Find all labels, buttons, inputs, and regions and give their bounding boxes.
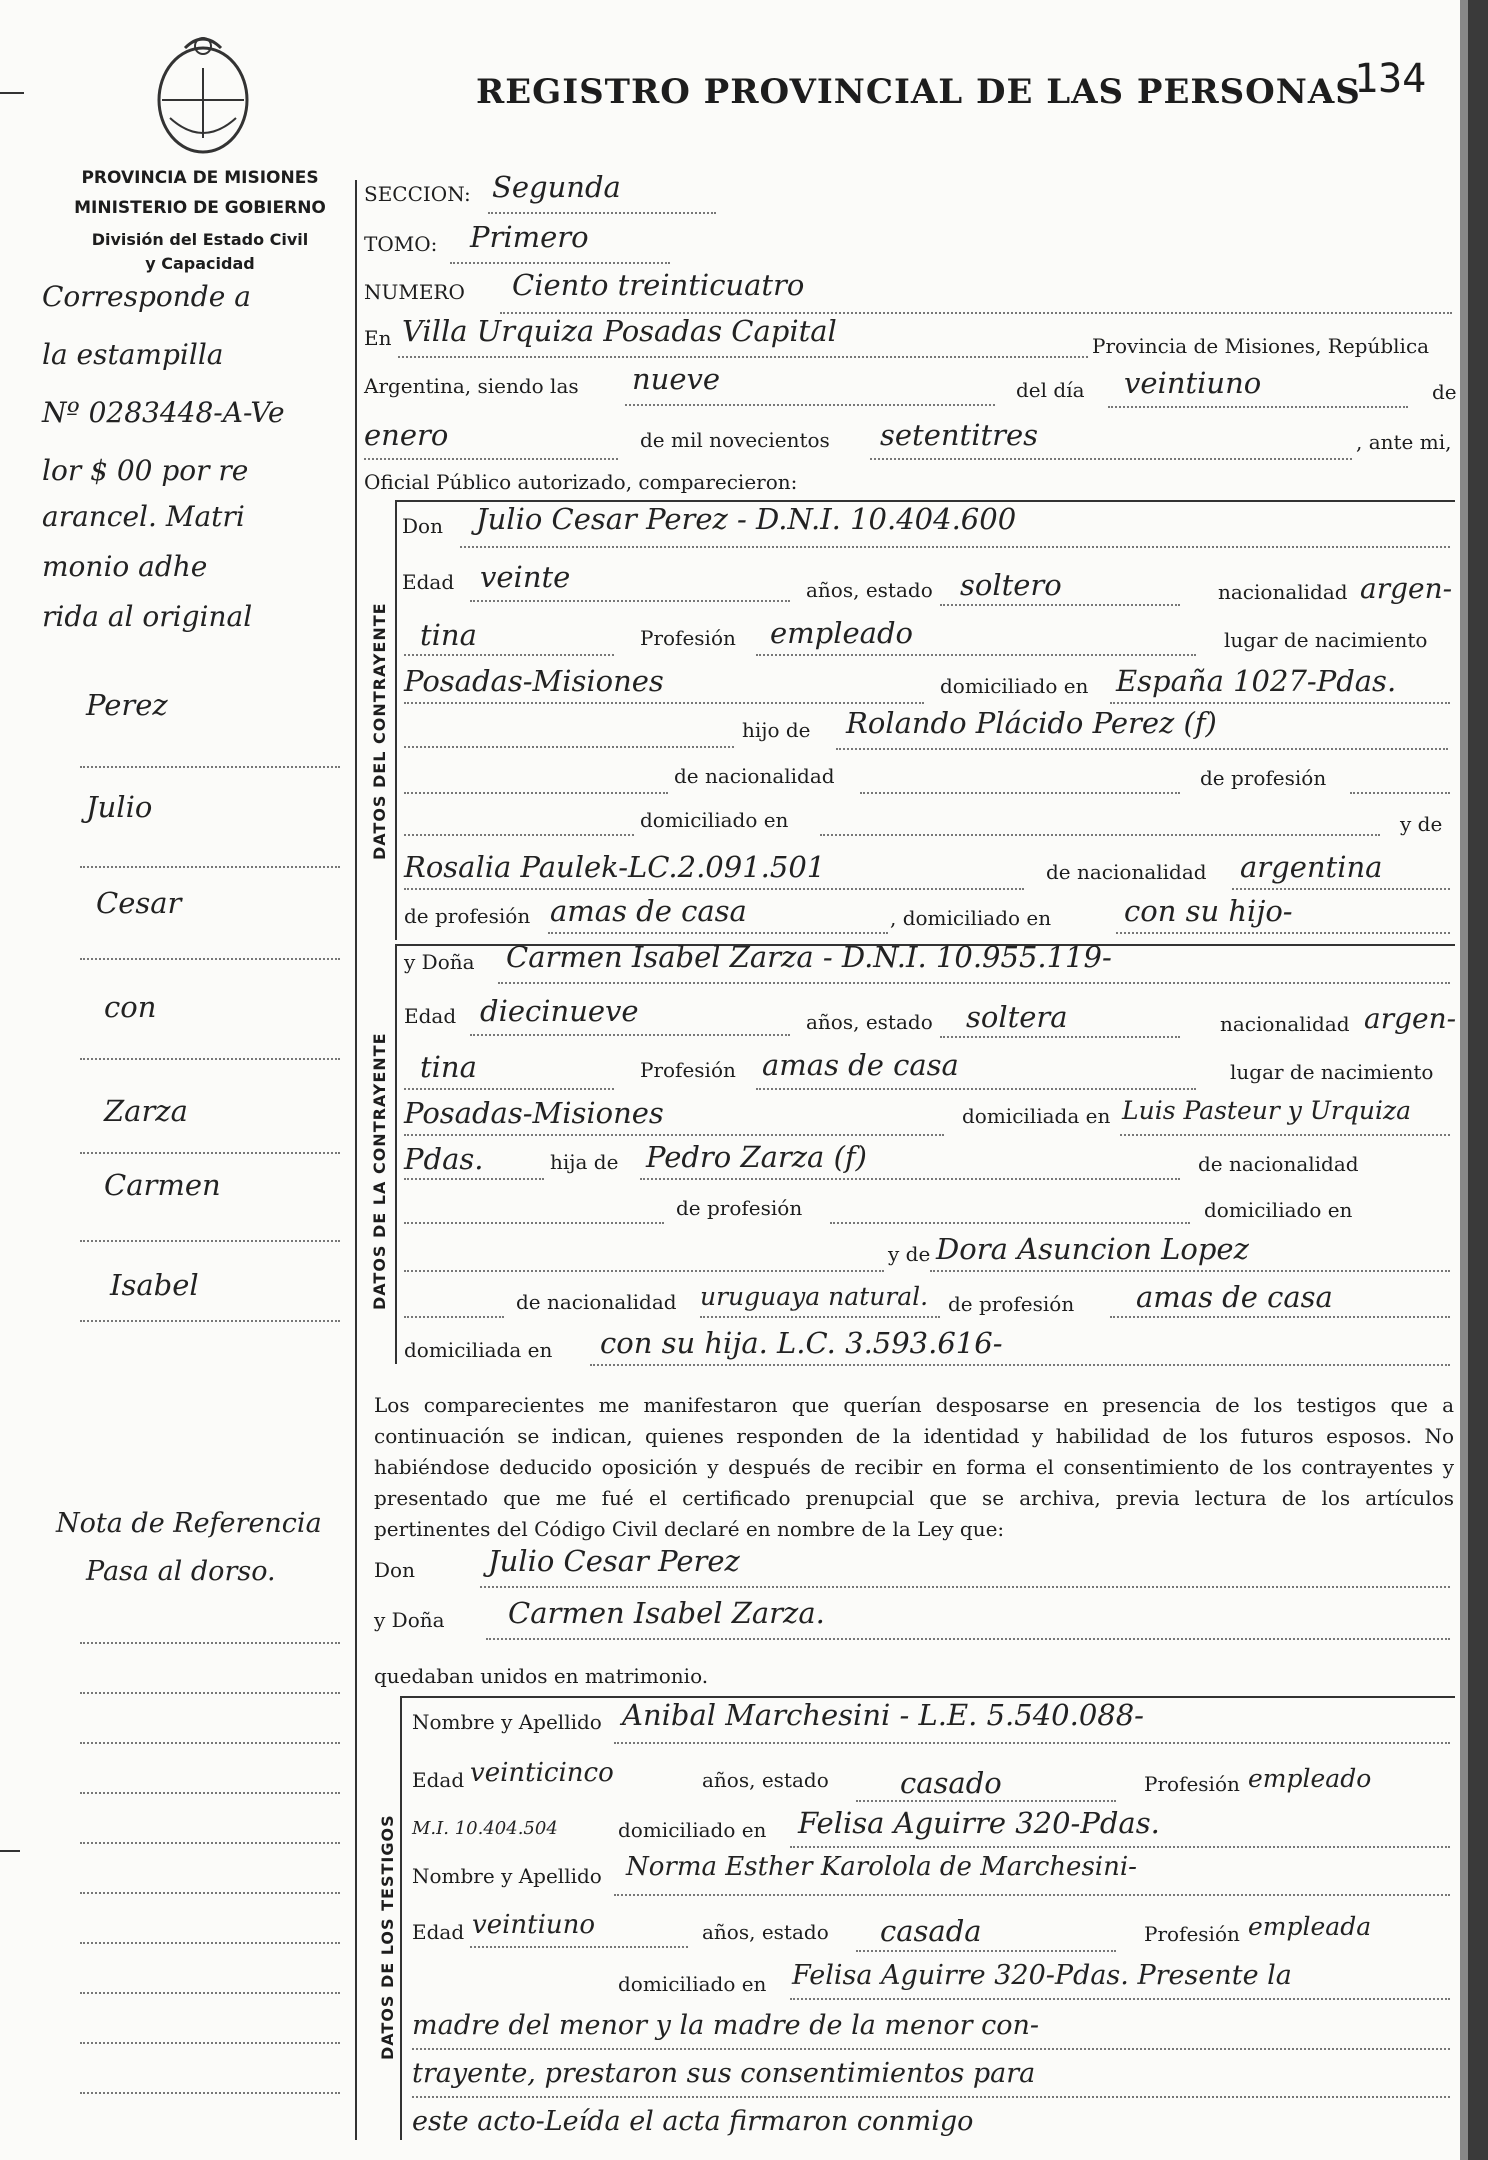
margin-note-line: Nº 0283448-A-Ve bbox=[42, 396, 285, 429]
t2-edad: veintiuno bbox=[472, 1910, 596, 1940]
margin-name: Perez bbox=[86, 688, 168, 722]
madre-dom-label: , domiciliado en bbox=[890, 906, 1052, 930]
novia-madre-nac-label: de nacionalidad bbox=[516, 1290, 677, 1314]
novia-madre-nac: uruguaya natural. bbox=[700, 1282, 929, 1311]
section-la-contrayente-label: DATOS DE LA CONTRAYENTE bbox=[370, 1032, 389, 1310]
t1-estado: casado bbox=[900, 1766, 1002, 1800]
column-divider bbox=[355, 180, 357, 2140]
t2-domicilio-label: domiciliado en bbox=[618, 1972, 767, 1996]
ante-mi-label: , ante mi, bbox=[1356, 430, 1452, 454]
margin-note-line: Corresponde a bbox=[42, 280, 251, 313]
novia-estado-label: años, estado bbox=[806, 1010, 933, 1034]
decl-don-label: Don bbox=[374, 1558, 415, 1582]
t2-edad-label: Edad bbox=[412, 1920, 465, 1944]
en-value: Villa Urquiza Posadas Capital bbox=[402, 314, 837, 348]
domiciliado-label: domiciliado en bbox=[940, 674, 1089, 698]
seccion-label: SECCION: bbox=[364, 182, 471, 206]
novia-madre: Dora Asuncion Lopez bbox=[936, 1232, 1249, 1266]
t2-line-2: madre del menor y la madre de la menor con- bbox=[412, 2010, 1040, 2041]
margin-ref-note: Nota de Referencia bbox=[56, 1508, 322, 1539]
profesion-label: Profesión bbox=[640, 626, 736, 650]
novia-estado: soltera bbox=[966, 1000, 1068, 1034]
margin-ref-note-2: Pasa al dorso. bbox=[86, 1556, 276, 1587]
novia-padre-prof-label: de profesión bbox=[676, 1196, 803, 1220]
declaration-paragraph: Los comparecientes me manifestaron que querían desposarse en presencia de los testigos que a continuación se indican, quienes responden de la identidad y habilidad de los futuros esposos. No habiéndose deducido oposición y después de recibir en forma el consentimiento de los contrayentes y presentado que me fué el certificado prenupcial que se archiva, previa lectura de los artículos pertinentes del Código Civil declaré en nombre de la Ley que: bbox=[374, 1393, 1454, 1541]
lugar-label: lugar de nacimiento bbox=[1224, 628, 1428, 652]
don-label: Don bbox=[402, 514, 443, 538]
mes-value: enero bbox=[364, 418, 449, 452]
novio-madre: Rosalia Paulek-LC.2.091.501 bbox=[404, 850, 826, 884]
novio-domicilio: España 1027-Pdas. bbox=[1116, 664, 1397, 698]
novia-madre-prof-label: de profesión bbox=[948, 1292, 1075, 1316]
novio-padre: Rolando Plácido Perez (f) bbox=[846, 706, 1217, 740]
province-label: PROVINCIA DE MISIONES bbox=[81, 168, 319, 188]
novio-edad: veinte bbox=[480, 560, 571, 594]
registry-title: REGISTRO PROVINCIAL DE LAS PERSONAS bbox=[476, 72, 1361, 112]
t1-prefix: M.I. 10.404.504 bbox=[412, 1818, 558, 1839]
novia-profesion: amas de casa bbox=[762, 1048, 959, 1082]
t2-line-3: trayente, prestaron sus consentimientos para bbox=[412, 2058, 1036, 2089]
hora-value: nueve bbox=[632, 362, 721, 396]
novia-madre-prof: amas de casa bbox=[1136, 1280, 1333, 1314]
margin-note-line: monio adhe bbox=[42, 550, 208, 583]
t2-line-4: este acto-Leída el acta firmaron conmigo bbox=[412, 2106, 974, 2137]
t1-edad-label: Edad bbox=[412, 1768, 465, 1792]
quedaban-label: quedaban unidos en matrimonio. bbox=[374, 1664, 709, 1688]
dona-label: y Doña bbox=[404, 950, 475, 974]
novio-lugar: Posadas-Misiones bbox=[404, 664, 664, 698]
t2-domicilio: Felisa Aguirre 320-Pdas. Presente la bbox=[792, 1960, 1292, 1991]
provincia-label: Provincia de Misiones, República bbox=[1092, 334, 1430, 358]
novia-lugar: Posadas-Misiones bbox=[404, 1096, 664, 1130]
t2-nombre-label: Nombre y Apellido bbox=[412, 1864, 602, 1888]
novia-nombre: Carmen Isabel Zarza - D.N.I. 10.955.119- bbox=[506, 940, 1112, 974]
decl-dona-label: y Doña bbox=[374, 1608, 445, 1632]
margin-note-line: rida al original bbox=[42, 600, 253, 633]
novia-madre-dom-label: domiciliada en bbox=[404, 1338, 553, 1362]
novia-nac: argen- bbox=[1364, 1002, 1457, 1035]
division-label: División del Estado Civil bbox=[91, 230, 309, 249]
padre-nac-label: de nacionalidad bbox=[674, 764, 835, 788]
novia-edad-label: Edad bbox=[404, 1004, 457, 1028]
t1-estado-label: años, estado bbox=[702, 1768, 829, 1792]
section-testigos-label: DATOS DE LOS TESTIGOS bbox=[378, 1814, 397, 2060]
de-label: de bbox=[1432, 380, 1457, 404]
t1-nombre: Anibal Marchesini - L.E. 5.540.088- bbox=[622, 1698, 1144, 1732]
novio-nombre: Julio Cesar Perez - D.N.I. 10.404.600 bbox=[476, 502, 1017, 536]
novia-nac-2: tina bbox=[420, 1050, 477, 1084]
margin-name: Zarza bbox=[104, 1094, 188, 1128]
novia-profesion-label: Profesión bbox=[640, 1058, 736, 1082]
decl-dona: Carmen Isabel Zarza. bbox=[508, 1596, 825, 1630]
division-label-2: y Capacidad bbox=[145, 254, 255, 273]
t1-domicilio: Felisa Aguirre 320-Pdas. bbox=[798, 1806, 1160, 1840]
madre-nac-label: de nacionalidad bbox=[1046, 860, 1207, 884]
binding-edge bbox=[1460, 0, 1488, 2160]
novia-lugar-label: lugar de nacimiento bbox=[1230, 1060, 1434, 1084]
coat-of-arms-seal bbox=[150, 28, 256, 158]
seccion-value: Segunda bbox=[492, 170, 621, 204]
numero-value: Ciento treinticuatro bbox=[512, 268, 805, 302]
margin-name: Cesar bbox=[96, 886, 182, 920]
novia-dom-2: Pdas. bbox=[404, 1142, 484, 1176]
t1-edad: veinticinco bbox=[470, 1758, 614, 1788]
novio-madre-dom: con su hijo- bbox=[1124, 894, 1293, 928]
padre-prof-label: de profesión bbox=[1200, 766, 1327, 790]
novia-nac-label: nacionalidad bbox=[1220, 1012, 1350, 1036]
hija-de-label: hija de bbox=[550, 1150, 619, 1174]
decl-don: Julio Cesar Perez bbox=[488, 1544, 740, 1578]
novia-padre-nac-label: de nacionalidad bbox=[1198, 1152, 1359, 1176]
margin-name: con bbox=[104, 990, 157, 1024]
en-label: En bbox=[364, 326, 392, 350]
t2-profesion-label: Profesión bbox=[1144, 1922, 1240, 1946]
t1-nombre-label: Nombre y Apellido bbox=[412, 1710, 602, 1734]
t1-profesion-label: Profesión bbox=[1144, 1772, 1240, 1796]
margin-name: Julio bbox=[86, 790, 153, 824]
dia-label: del día bbox=[1016, 378, 1085, 402]
nacionalidad-label: nacionalidad bbox=[1218, 580, 1348, 604]
padre-dom-label: domiciliado en bbox=[640, 808, 789, 832]
edad-label: Edad bbox=[402, 570, 455, 594]
page-number: 134 bbox=[1354, 56, 1427, 102]
t2-estado: casada bbox=[880, 1914, 982, 1948]
margin-note-line: arancel. Matri bbox=[42, 500, 245, 533]
margin-name: Isabel bbox=[110, 1268, 199, 1302]
anio-value: setentitres bbox=[880, 418, 1039, 452]
argentina-label: Argentina, siendo las bbox=[364, 374, 579, 398]
margin-note-line: la estampilla bbox=[42, 338, 224, 371]
novia-domicilio-label: domiciliada en bbox=[962, 1104, 1111, 1128]
novia-padre: Pedro Zarza (f) bbox=[646, 1140, 867, 1174]
novia-y-de-label: y de bbox=[888, 1242, 931, 1266]
tomo-value: Primero bbox=[470, 220, 589, 254]
ministry-label: MINISTERIO DE GOBIERNO bbox=[74, 198, 326, 218]
t2-profesion: empleada bbox=[1248, 1912, 1372, 1941]
y-de-label: y de bbox=[1400, 812, 1443, 836]
t2-estado-label: años, estado bbox=[702, 1920, 829, 1944]
novia-edad: diecinueve bbox=[480, 994, 639, 1028]
novia-madre-dom: con su hija. L.C. 3.593.616- bbox=[600, 1326, 1003, 1360]
novia-domicilio: Luis Pasteur y Urquiza bbox=[1122, 1096, 1412, 1125]
novio-madre-prof: amas de casa bbox=[550, 894, 747, 928]
novio-profesion: empleado bbox=[770, 616, 913, 650]
t2-nombre: Norma Esther Karolola de Marchesini- bbox=[626, 1852, 1137, 1882]
novio-estado: soltero bbox=[960, 568, 1062, 602]
novio-nac-2: tina bbox=[420, 618, 477, 652]
hijo-de-label: hijo de bbox=[742, 718, 811, 742]
anio-label: de mil novecientos bbox=[640, 428, 830, 452]
tomo-label: TOMO: bbox=[364, 232, 438, 256]
madre-prof-label: de profesión bbox=[404, 904, 531, 928]
numero-label: NUMERO bbox=[364, 280, 465, 304]
novio-nac: argen- bbox=[1360, 572, 1453, 605]
novio-madre-nac: argentina bbox=[1240, 850, 1383, 884]
margin-note-line: lor $ 00 por re bbox=[42, 454, 249, 487]
section-contrayente-label: DATOS DEL CONTRAYENTE bbox=[370, 602, 389, 860]
estado-label: años, estado bbox=[806, 578, 933, 602]
t1-domicilio-label: domiciliado en bbox=[618, 1818, 767, 1842]
oficial-label: Oficial Público autorizado, comparecieron: bbox=[364, 470, 798, 494]
t1-profesion: empleado bbox=[1248, 1764, 1372, 1793]
margin-name: Carmen bbox=[104, 1168, 221, 1202]
novia-padre-dom-label: domiciliado en bbox=[1204, 1198, 1353, 1222]
dia-value: veintiuno bbox=[1124, 366, 1262, 400]
